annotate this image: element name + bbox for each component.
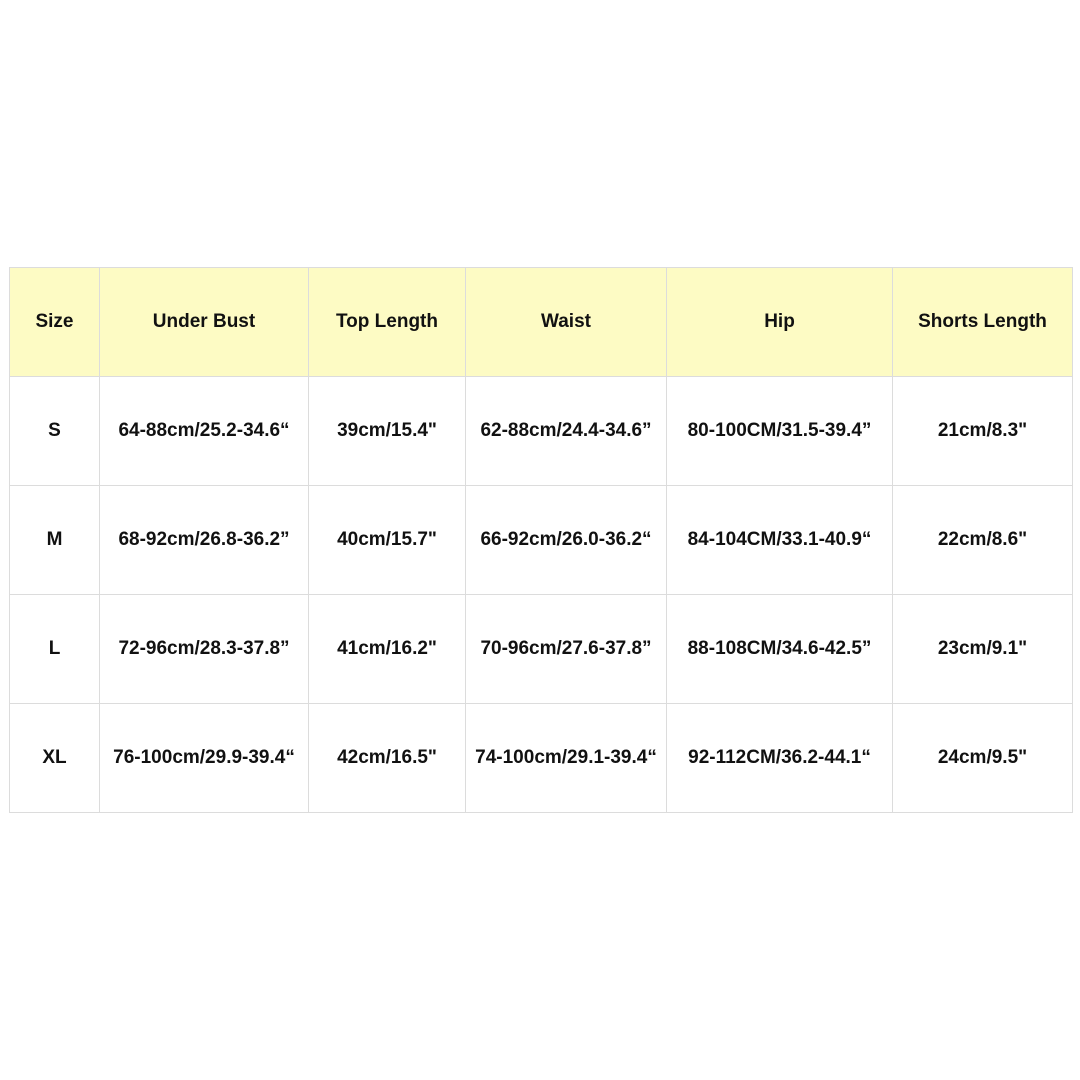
cell-hip: 80-100CM/31.5-39.4” bbox=[667, 377, 893, 486]
cell-top-length: 42cm/16.5" bbox=[309, 704, 466, 813]
table-row bbox=[10, 704, 1073, 813]
header-row bbox=[10, 268, 1073, 377]
cell-top-length: 41cm/16.2" bbox=[309, 595, 466, 704]
cell-shorts-length: 23cm/9.1" bbox=[893, 595, 1073, 704]
header-hip: Hip bbox=[667, 268, 893, 377]
table-row bbox=[10, 377, 1073, 486]
cell-waist: 70-96cm/27.6-37.8” bbox=[466, 595, 667, 704]
size-chart-table bbox=[9, 267, 1073, 813]
cell-waist: 66-92cm/26.0-36.2“ bbox=[466, 486, 667, 595]
header-under-bust: Under Bust bbox=[100, 268, 309, 377]
cell-size: M bbox=[10, 486, 100, 595]
cell-under-bust: 72-96cm/28.3-37.8” bbox=[100, 595, 309, 704]
cell-shorts-length: 21cm/8.3" bbox=[893, 377, 1073, 486]
table-row bbox=[10, 486, 1073, 595]
cell-under-bust: 64-88cm/25.2-34.6“ bbox=[100, 377, 309, 486]
cell-under-bust: 76-100cm/29.9-39.4“ bbox=[100, 704, 309, 813]
cell-top-length: 39cm/15.4" bbox=[309, 377, 466, 486]
cell-size: XL bbox=[10, 704, 100, 813]
header-size: Size bbox=[10, 268, 100, 377]
cell-waist: 74-100cm/29.1-39.4“ bbox=[466, 704, 667, 813]
cell-waist: 62-88cm/24.4-34.6” bbox=[466, 377, 667, 486]
cell-shorts-length: 24cm/9.5" bbox=[893, 704, 1073, 813]
cell-shorts-length: 22cm/8.6" bbox=[893, 486, 1073, 595]
cell-hip: 88-108CM/34.6-42.5” bbox=[667, 595, 893, 704]
header-shorts-length: Shorts Length bbox=[893, 268, 1073, 377]
cell-hip: 84-104CM/33.1-40.9“ bbox=[667, 486, 893, 595]
header-top-length: Top Length bbox=[309, 268, 466, 377]
cell-hip: 92-112CM/36.2-44.1“ bbox=[667, 704, 893, 813]
cell-under-bust: 68-92cm/26.8-36.2” bbox=[100, 486, 309, 595]
cell-size: L bbox=[10, 595, 100, 704]
table-row bbox=[10, 595, 1073, 704]
cell-top-length: 40cm/15.7" bbox=[309, 486, 466, 595]
cell-size: S bbox=[10, 377, 100, 486]
header-waist: Waist bbox=[466, 268, 667, 377]
